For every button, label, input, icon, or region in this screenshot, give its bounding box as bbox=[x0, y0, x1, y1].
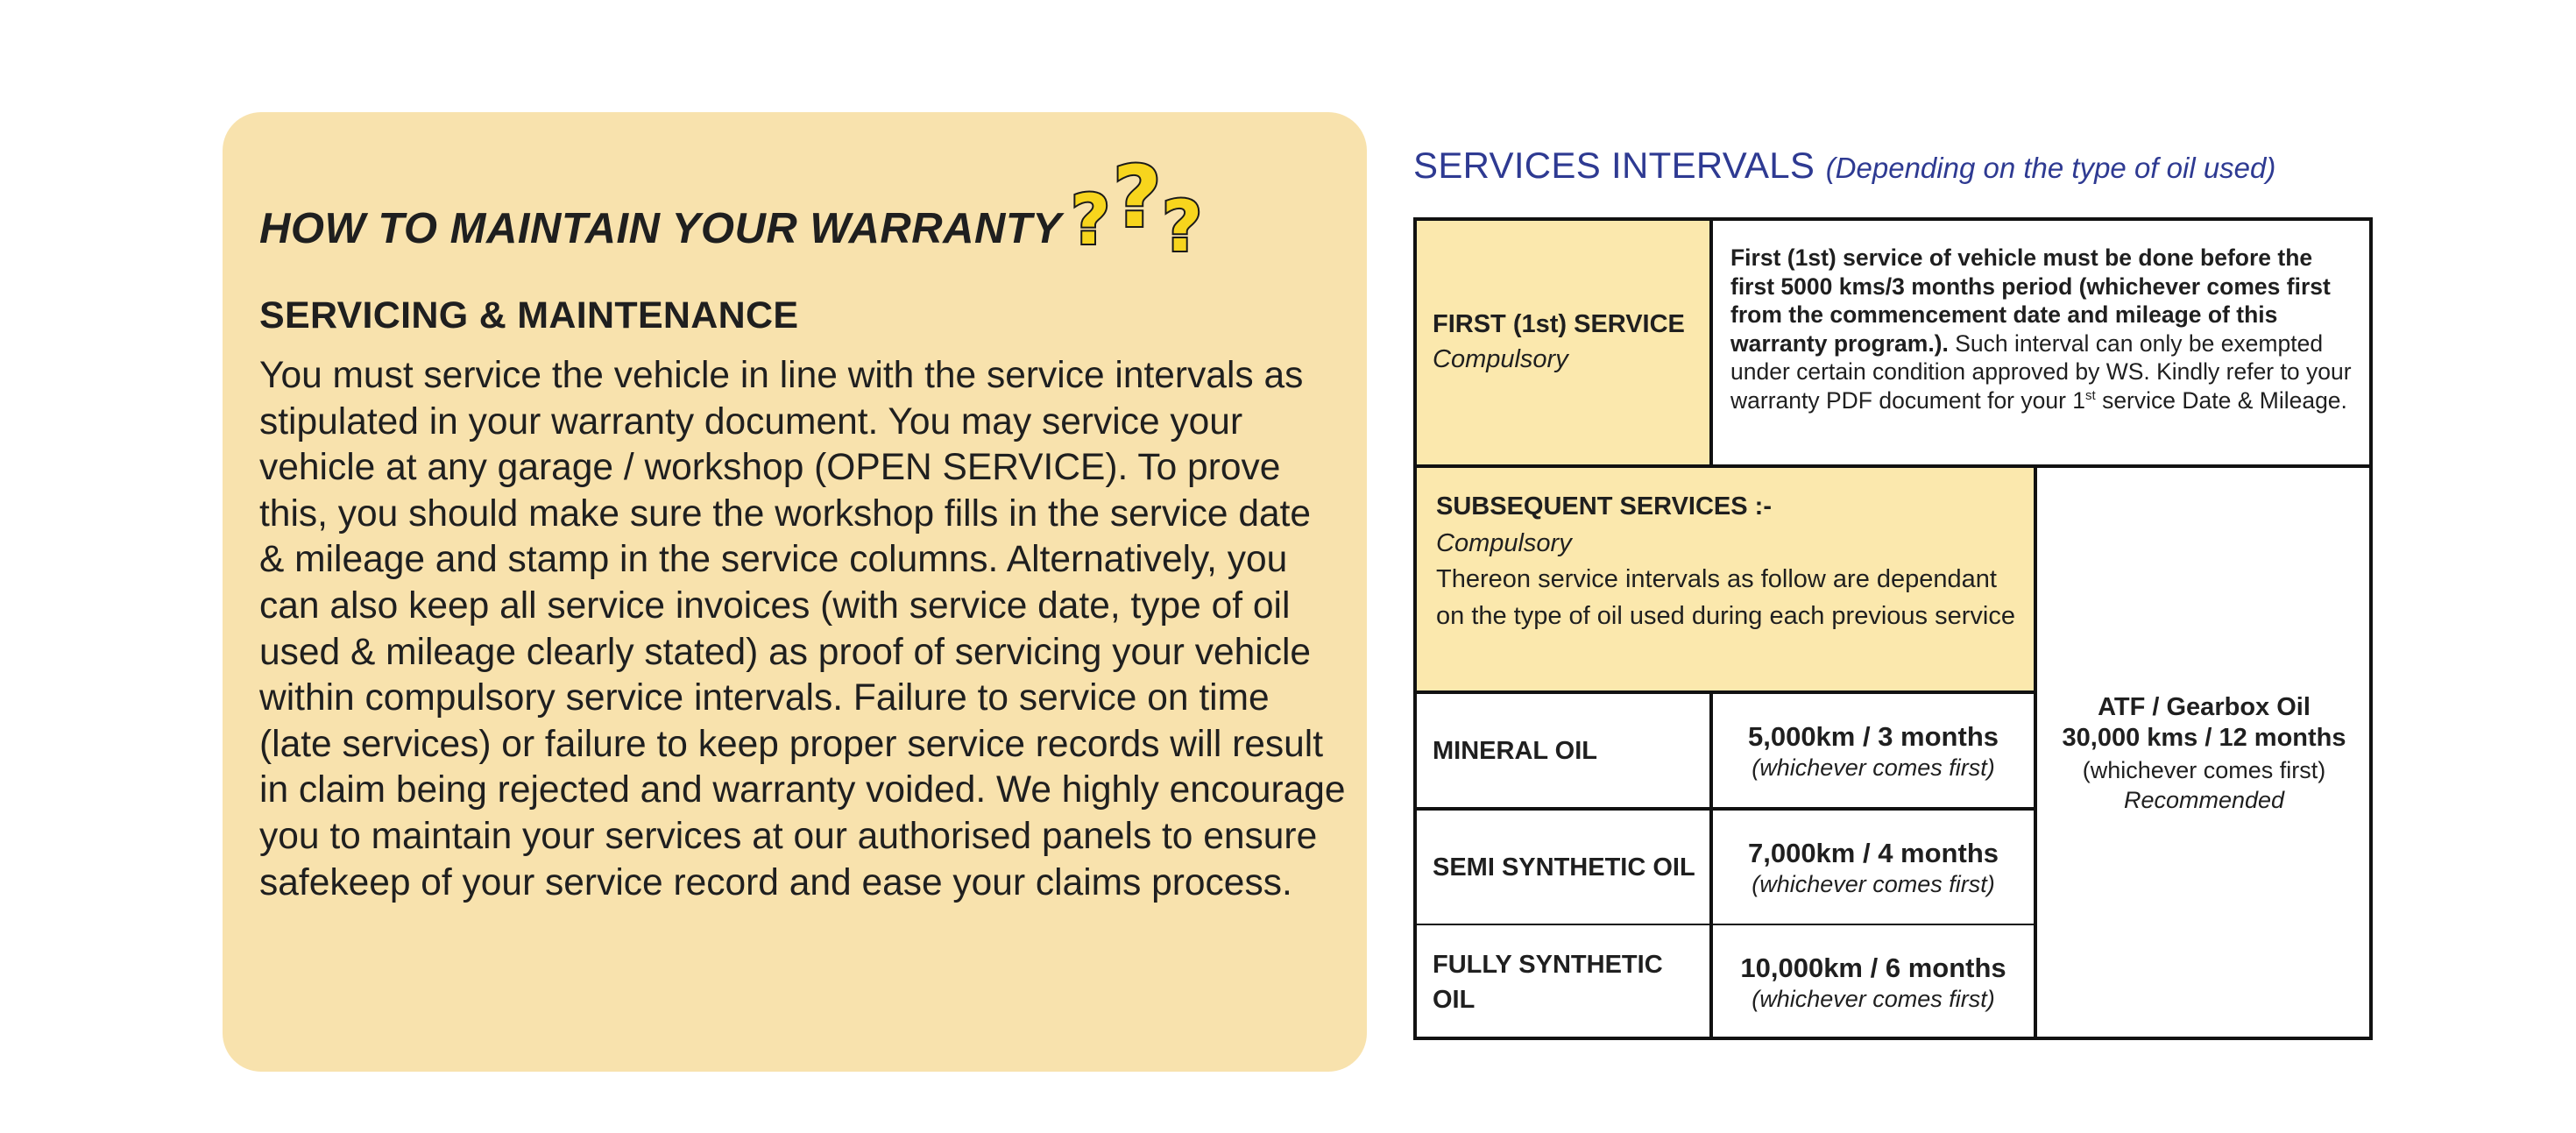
first-service-superscript: st bbox=[2085, 387, 2096, 403]
subsequent-services-label: SUBSEQUENT SERVICES :- bbox=[1436, 492, 1772, 520]
subsequent-services-cell bbox=[1413, 466, 2035, 692]
atf-interval: 30,000 kms / 12 months bbox=[2062, 723, 2346, 752]
oil-name-cell bbox=[1413, 692, 1711, 809]
first-service-label-cell bbox=[1413, 217, 1711, 466]
oil-interval-cell bbox=[1711, 692, 2035, 809]
card-title: HOW TO MAINTAIN YOUR WARRANTY bbox=[259, 205, 1062, 252]
oil-interval-note: (whichever comes first) bbox=[1752, 754, 1995, 781]
first-service-end-text: service Date & Mileage. bbox=[2095, 386, 2347, 414]
oil-interval: 10,000km / 6 months bbox=[1740, 952, 2006, 983]
atf-note: (whichever comes first) bbox=[2082, 756, 2326, 783]
oil-interval-cell bbox=[1711, 924, 2035, 1040]
oil-interval-note: (whichever comes first) bbox=[1752, 985, 1995, 1012]
svg-text:?: ? bbox=[1070, 181, 1110, 259]
atf-status: Recommended bbox=[2123, 786, 2285, 813]
oil-interval: 5,000km / 3 months bbox=[1747, 720, 1999, 752]
card-body-text: You must service the vehicle in line with the service intervals as stipulated in your warranty document. You may service your vehicle at any garage / workshop (OPEN SERVICE). To prove this, you should make sure the workshop fills in the service date & mileage and stamp in the service columns. Alternatively, you can also keep all service invoices (with service date, type of oil used & mileage clearly stated) as proof of servicing your vehicle within compulsory service intervals. Failure to service on time (late services) or failure to keep proper service records will result in claim being rejected and warranty voided. We highly encourage you to maintain your services at our authorised panels to ensure safekeep of your service record and ease your claims process. bbox=[259, 355, 1346, 903]
oil-name-cell bbox=[1413, 809, 1711, 925]
oil-interval-cell bbox=[1711, 809, 2035, 925]
warranty-info-card bbox=[223, 112, 1367, 1072]
atf-label: ATF / Gearbox Oil bbox=[2098, 692, 2311, 721]
atf-gearbox-cell bbox=[2035, 466, 2373, 1040]
service-intervals-table bbox=[1413, 217, 2373, 1040]
subsequent-services-text: Thereon service intervals as follow are dependant on the type of oil used during each previous service bbox=[1436, 565, 2015, 630]
card-subtitle: SERVICING & MAINTENANCE bbox=[259, 294, 799, 336]
first-service-note: Compulsory bbox=[1433, 345, 1568, 373]
first-service-regular-text: Such interval can only be exempted under certain condition approved by WS. Kindly refer to your warranty PDF document for your 1 bbox=[1730, 329, 2352, 414]
first-service-description-cell bbox=[1711, 217, 2373, 466]
oil-name-cell bbox=[1413, 924, 1711, 1040]
oil-name: MINERAL OIL bbox=[1433, 736, 1597, 765]
intervals-heading bbox=[1413, 147, 2275, 184]
intervals-title-note: (Depending on the type of oil used) bbox=[1825, 152, 2276, 184]
first-service-label: FIRST (1st) SERVICE bbox=[1433, 310, 1685, 338]
question-marks-icon bbox=[1067, 156, 1225, 259]
oil-interval: 7,000km / 4 months bbox=[1747, 837, 1999, 868]
first-service-bold-text: First (1st) service of vehicle must be done before the first 5000 kms/3 months period (whichever comes first from the commencement date and mileage of this warranty program.). bbox=[1730, 244, 2331, 357]
svg-text:?: ? bbox=[1112, 156, 1162, 246]
oil-name: SEMI SYNTHETIC OIL bbox=[1433, 853, 1695, 882]
card-title-row bbox=[259, 156, 1332, 259]
subsequent-services-note: Compulsory bbox=[1436, 528, 1572, 557]
intervals-title: SERVICES INTERVALS bbox=[1413, 145, 1815, 186]
svg-text:?: ? bbox=[1161, 186, 1202, 259]
oil-interval-note: (whichever comes first) bbox=[1752, 870, 1995, 897]
oil-name: FULLY SYNTHETIC OIL bbox=[1433, 950, 1663, 1014]
